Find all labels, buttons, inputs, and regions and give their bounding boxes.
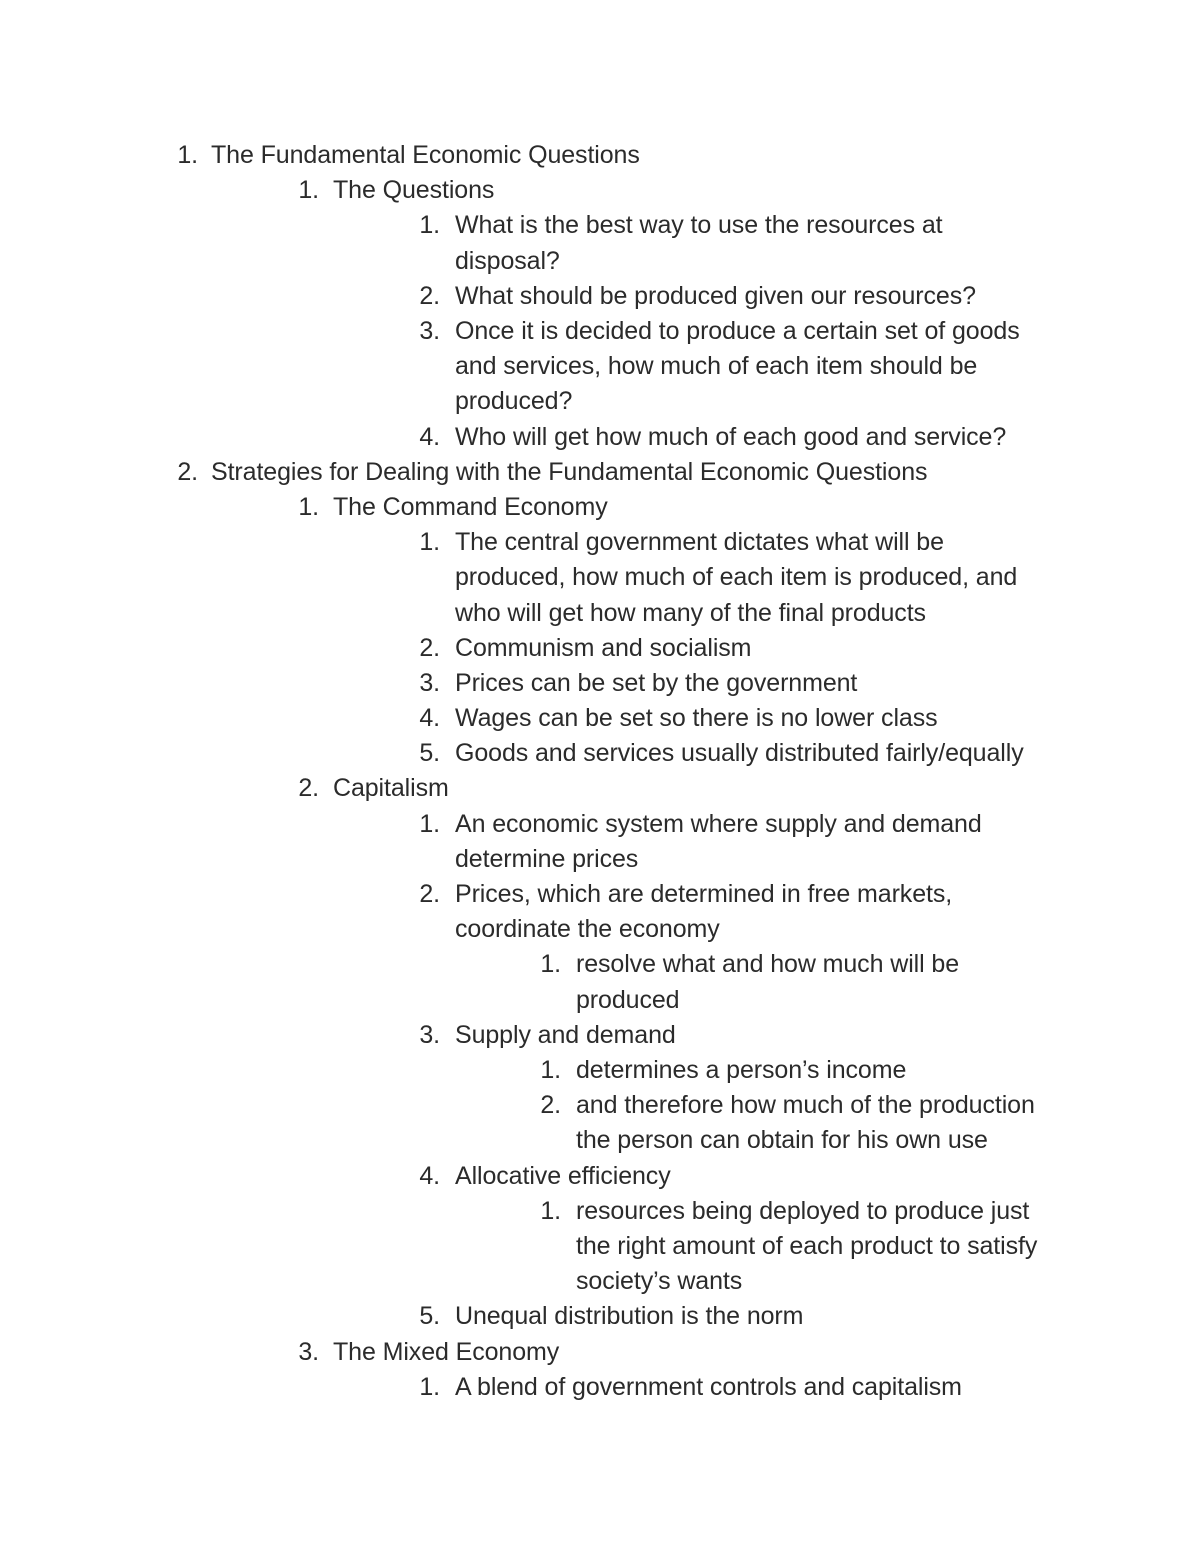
item-number: 2. <box>419 633 440 662</box>
item-text: Strategies for Dealing with the Fundamental Economic Questions <box>211 457 928 486</box>
item-number: 2. <box>177 457 198 486</box>
outline-item-what-produced <box>0 279 1200 314</box>
item-number: 2. <box>419 880 440 909</box>
item-line: resources being deployed to produce just <box>576 1196 1030 1225</box>
outline-item-the-questions <box>0 173 1200 208</box>
item-line: What is the best way to use the resources at <box>455 211 943 240</box>
item-line: produced <box>576 985 680 1014</box>
item-number: 1. <box>540 950 561 979</box>
item-number: 1. <box>419 1372 440 1401</box>
item-line: produced, how much of each item is produced, and <box>455 563 1018 592</box>
item-number: 1. <box>419 211 440 240</box>
outline-item-central-government <box>0 525 1200 631</box>
outline-item-blend <box>0 1370 1200 1405</box>
outline-item-communism <box>0 631 1200 666</box>
item-text: Unequal distribution is the norm <box>455 1302 804 1331</box>
outline-item-allocative-efficiency <box>0 1159 1200 1194</box>
outline-list <box>0 138 1200 1405</box>
item-number: 4. <box>419 422 440 451</box>
outline-item-income <box>0 1053 1200 1088</box>
item-number: 1. <box>540 1056 561 1084</box>
item-number: 1. <box>177 141 198 169</box>
item-line: produced? <box>455 387 573 416</box>
outline-item-wages-set <box>0 701 1200 736</box>
outline-item-strategies <box>0 455 1200 490</box>
item-number: 5. <box>419 739 440 768</box>
item-number: 5. <box>419 1302 440 1331</box>
item-text: Allocative efficiency <box>455 1161 671 1190</box>
outline-item-command-economy <box>0 490 1200 525</box>
outline-item-resources-deployed <box>0 1194 1200 1300</box>
item-text: A blend of government controls and capitalism <box>455 1372 962 1401</box>
item-line: The central government dictates what will be <box>455 528 944 557</box>
item-line: coordinate the economy <box>455 915 720 944</box>
item-text <box>455 314 1020 420</box>
item-line: the person can obtain for his own use <box>576 1126 988 1155</box>
item-number: 3. <box>298 1337 319 1366</box>
outline-item-resolve-what <box>0 947 1200 1017</box>
item-text: Communism and socialism <box>455 633 752 662</box>
item-number: 1. <box>540 1196 561 1225</box>
item-text: What should be produced given our resources? <box>455 281 976 310</box>
outline-item-best-way <box>0 208 1200 278</box>
item-line: resolve what and how much will be <box>576 950 960 979</box>
item-number: 1. <box>298 176 319 205</box>
item-line: and therefore how much of the production <box>576 1091 1035 1120</box>
outline-item-goods-distributed <box>0 736 1200 771</box>
item-number: 1. <box>419 809 440 838</box>
item-line: who will get how many of the final products <box>455 598 926 627</box>
outline-item-mixed-economy <box>0 1335 1200 1370</box>
item-text: The Questions <box>333 176 495 205</box>
outline-item-economic-system <box>0 807 1200 877</box>
item-number: 3. <box>419 1020 440 1049</box>
item-number: 2. <box>419 281 440 310</box>
outline-item-production-share <box>0 1088 1200 1158</box>
outline-item-who-gets <box>0 420 1200 455</box>
item-line: Once it is decided to produce a certain set of goods <box>455 316 1020 345</box>
item-text <box>455 208 943 278</box>
item-text: determines a person’s income <box>576 1056 907 1084</box>
item-text <box>455 807 982 877</box>
item-number: 3. <box>419 316 440 345</box>
outline-item-unequal-distribution <box>0 1299 1200 1334</box>
item-number: 3. <box>419 668 440 697</box>
item-text: The Command Economy <box>333 492 608 521</box>
item-number: 2. <box>298 774 319 803</box>
item-line: disposal? <box>455 246 560 275</box>
item-line: determine prices <box>455 844 639 873</box>
item-text: Who will get how much of each good and service? <box>455 422 1007 451</box>
item-text: Prices can be set by the government <box>455 668 858 697</box>
item-text <box>455 877 952 947</box>
item-number: 2. <box>540 1091 561 1120</box>
item-text: Wages can be set so there is no lower class <box>455 704 938 733</box>
item-line: society’s wants <box>576 1267 743 1296</box>
item-number: 1. <box>298 492 319 521</box>
outline-item-economic-questions <box>0 138 1200 173</box>
item-line: and services, how much of each item should be <box>455 352 978 381</box>
item-number: 1. <box>419 528 440 557</box>
item-number: 4. <box>419 704 440 733</box>
item-number: 4. <box>419 1161 440 1190</box>
item-text <box>455 525 1017 631</box>
outline-item-supply-demand <box>0 1018 1200 1053</box>
outline-item-free-markets <box>0 877 1200 947</box>
item-line: Prices, which are determined in free markets, <box>455 880 953 909</box>
outline-item-how-much <box>0 314 1200 420</box>
item-line: the right amount of each product to satisfy <box>576 1231 1038 1260</box>
item-text: Goods and services usually distributed fairly/equally <box>455 739 1024 768</box>
item-text <box>576 1194 1037 1300</box>
item-text <box>576 947 959 1017</box>
outline-item-prices-set <box>0 666 1200 701</box>
item-text: Capitalism <box>333 774 449 803</box>
item-text: The Fundamental Economic Questions <box>211 141 640 169</box>
outline-item-capitalism <box>0 771 1200 806</box>
item-text: Supply and demand <box>455 1020 676 1049</box>
item-text <box>576 1088 1035 1158</box>
item-line: An economic system where supply and demand <box>455 809 982 838</box>
item-text: The Mixed Economy <box>333 1337 560 1366</box>
